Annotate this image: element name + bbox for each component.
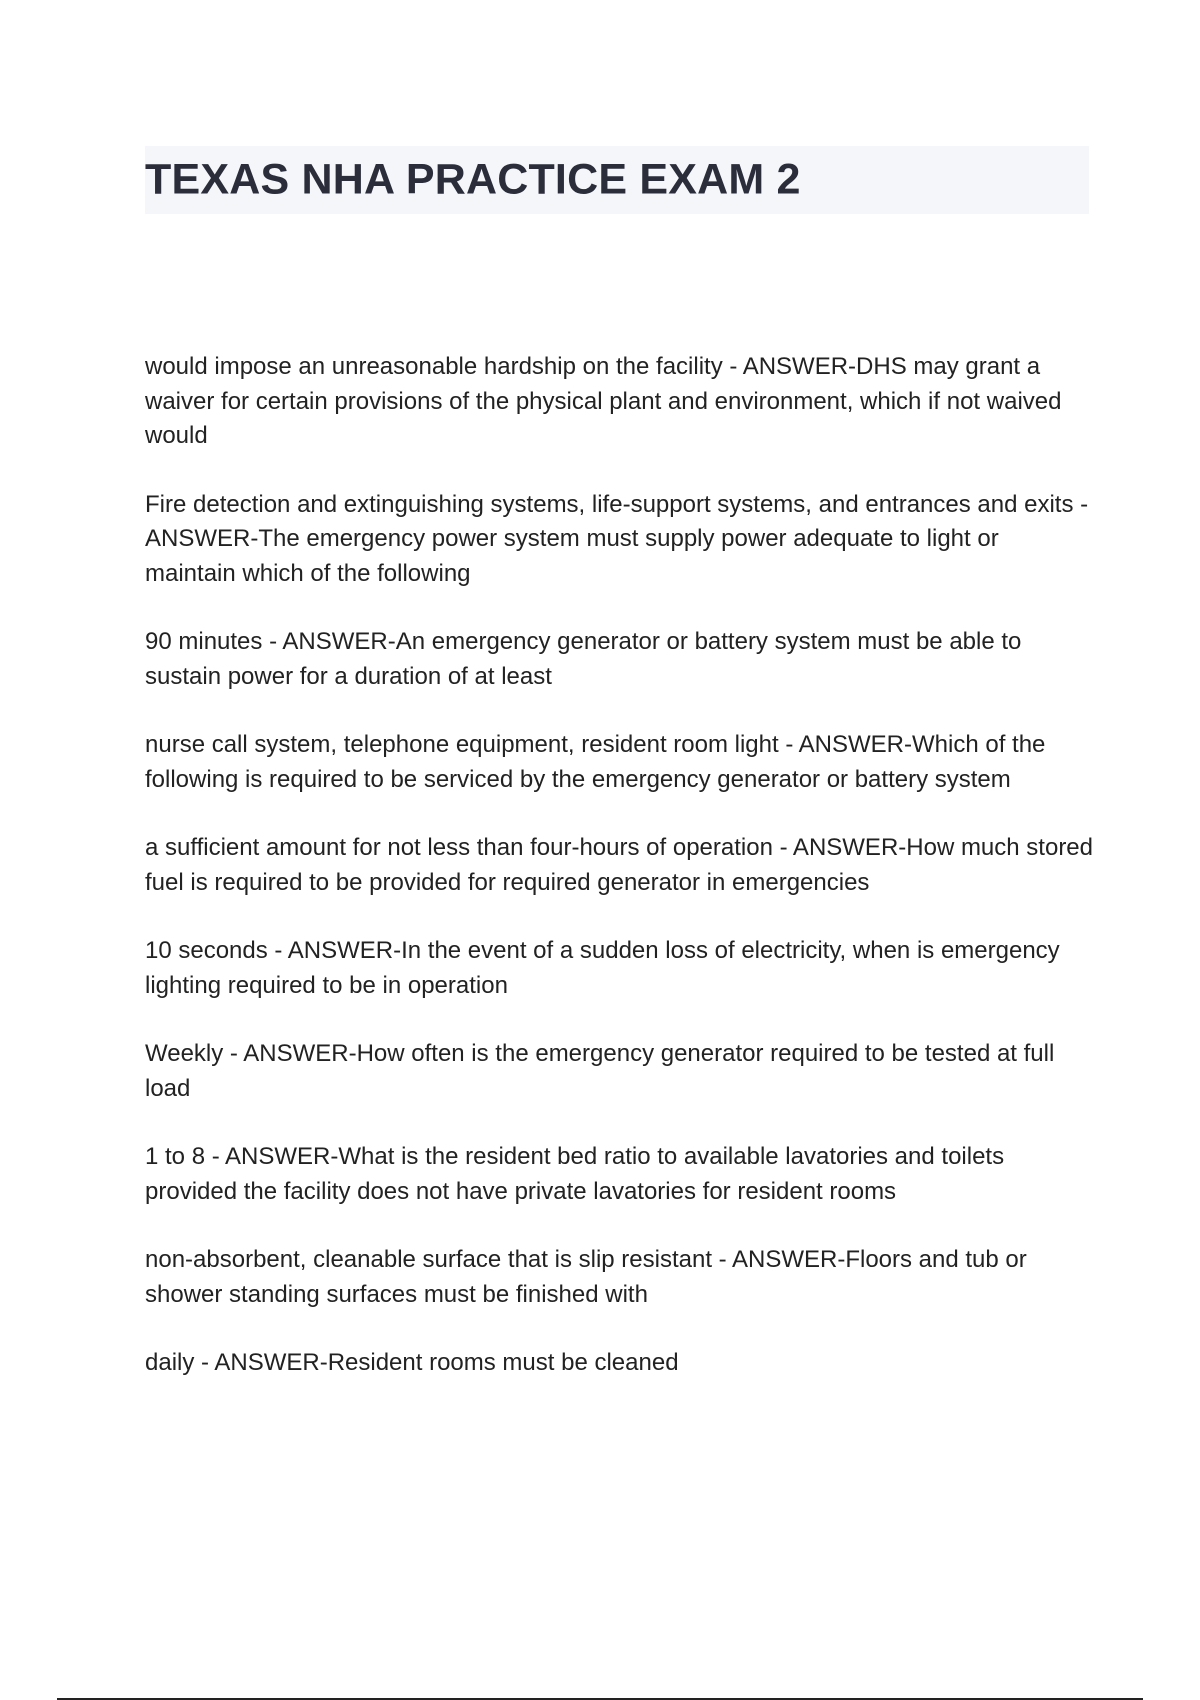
qa-item: 1 to 8 - ANSWER-What is the resident bed ratio to available lavatories and toilets provided the facility does not have private lavatories for resident rooms: [145, 1143, 1005, 1205]
qa-item: daily - ANSWER-Resident rooms must be cleaned: [145, 1349, 679, 1376]
qa-item: 90 minutes - ANSWER-An emergency generator or battery system must be able to sustain power for a duration of at least: [145, 628, 1022, 690]
qa-item: Fire detection and extinguishing systems, life-support systems, and entrances and exits - ANSWER-The emergency power system must supply power adequate to light or maintain which of the following: [145, 490, 1089, 587]
qa-item: Weekly - ANSWER-How often is the emergency generator required to be tested at full load: [145, 1040, 1055, 1102]
title-band: [145, 146, 1089, 214]
qa-item: a sufficient amount for not less than four-hours of operation - ANSWER-How much stored fuel is required to be provided for required generator in emergencies: [145, 834, 1093, 896]
qa-item: non-absorbent, cleanable surface that is slip resistant - ANSWER-Floors and tub or shower standing surfaces must be finished with: [145, 1246, 1027, 1308]
page-title: TEXAS NHA PRACTICE EXAM 2: [145, 155, 801, 204]
qa-list: [145, 350, 1095, 1415]
qa-item: 10 seconds - ANSWER-In the event of a sudden loss of electricity, when is emergency lighting required to be in operation: [145, 937, 1060, 999]
qa-item: nurse call system, telephone equipment, resident room light - ANSWER-Which of the following is required to be serviced by the emergency generator or battery system: [145, 731, 1046, 793]
qa-item: would impose an unreasonable hardship on the facility - ANSWER-DHS may grant a waiver for certain provisions of the physical plant and environment, which if not waived would: [145, 353, 1062, 449]
